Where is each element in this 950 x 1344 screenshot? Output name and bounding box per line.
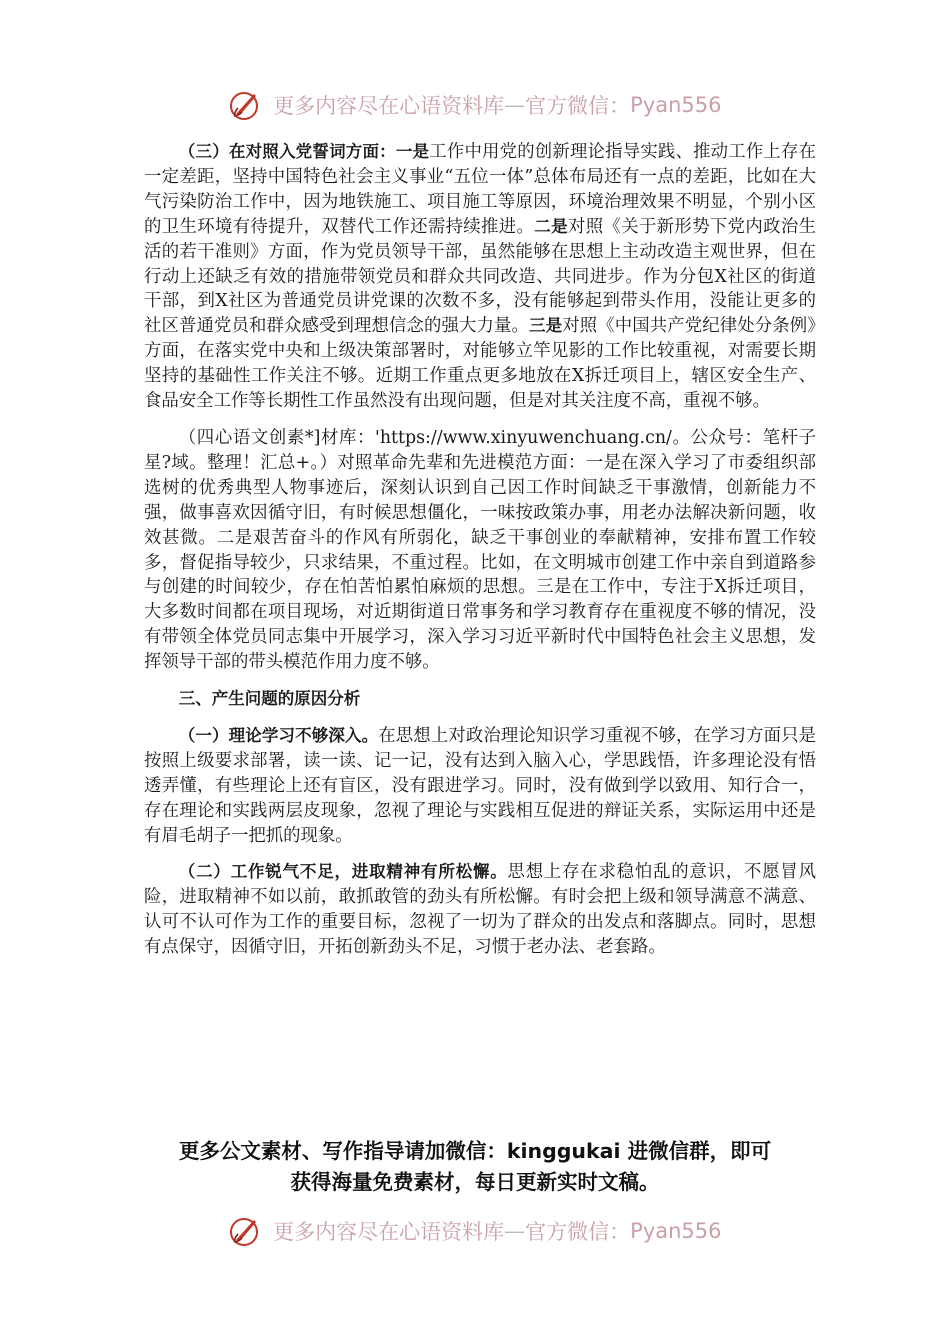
footer-brand-text: 更多内容尽在心语资料库	[273, 1220, 505, 1244]
promo-banner	[0, 1136, 950, 1198]
paragraph-theory	[144, 724, 816, 849]
para3-text: 在思想上对政治理论知识学习重视不够，在学习方面只是按照上级要求部署，读一读、记一记，没有达到入脑入心，学思践悟，许多理论没有悟透弄懂，有些理论上还有盲区，没有跟进学习。同时，没有做到学以致用、知行合一，存在理论和实践两层皮现象，忽视了理论与实践相互促进的辩证关系，实际运用中还是有眉毛胡子一把抓的现象。	[144, 725, 816, 846]
header-separator: —	[504, 93, 526, 117]
header-brand-text: 更多内容尽在心语资料库	[273, 94, 505, 118]
para1-point-two: 二是	[534, 216, 568, 236]
header-official-label: 官方微信：	[525, 94, 631, 118]
para3-heading: （一）理论学习不够深入。	[178, 725, 379, 745]
para1-text-two: 对照《关于新形势下党内政治生活的若干准则》方面，作为党员领导干部，虽然能够在思想上主动改造主观世界，但在行动上还缺乏有效的措施带领党员和群众共同改造、共同进步。作为分包X社区的街道干部，到X社区为普通党员讲党课的次数不多，没有能够起到带头作用，没能让更多的社区普通党员和群众感受到理想信念的强大力量。	[144, 216, 816, 337]
promo-line-2: 获得海量免费素材，每日更新实时文稿。	[290, 1170, 660, 1194]
para1-heading: （三）在对照入党誓词方面：	[178, 142, 396, 161]
header-wechat-id: Pyan556	[630, 93, 722, 117]
page-footer-brand	[0, 1214, 950, 1248]
page-header-brand	[0, 88, 950, 122]
para1-text-one: 工作中用党的创新理论指导实践、推动工作上存在一定差距，坚持中国特色社会主义事业“五位一体”总体布局还有一点的差距，比如在大气污染防治工作中，因为地铁施工、项目施工等原因，环境治理效果不明显，个别小区的卫生环境有待提升，双替代工作还需持续推进。	[144, 142, 816, 237]
para4-text: 思想上存在求稳怕乱的意识，不愿冒风险，进取精神不如以前，敢抓敢管的劲头有所松懈。有时会把上级和领导满意不满意、认可不认可作为工作的重要目标，忽视了一切为了群众的出发点和落脚点。同时，思想有点保守，因循守旧，开拓创新劲头不足，习惯于老办法、老套路。	[144, 862, 816, 958]
paragraph-spirit	[144, 860, 816, 960]
section-heading-text: 三、产生问题的原因分析	[178, 689, 361, 709]
footer-separator: —	[504, 1219, 526, 1243]
section-heading	[144, 687, 816, 712]
quill-logo-icon	[228, 88, 262, 122]
para4-heading: （二）工作锐气不足，进取精神有所松懈。	[178, 862, 508, 882]
para2-text: （四心语文创素*]材库：'https://www.xinyuwenchuang.cn/。公众号：笔杆子星?域。整理！汇总+。）对照革命先辈和先进模范方面：一是在深入学习了市委组织部选树的优秀典型人物事迹后，深刻认识到自己因工作时间缺乏干事激情，创新能力不强，做事喜欢因循守旧，有时候思想僵化，一味按政策办事，用老办法解决新问题，收效甚微。二是艰苦奋斗的作风有所弱化，缺乏干事创业的奉献精神，安排布置工作较多，督促指导较少，只求结果，不重过程。比如，在文明城市创建工作中亲自到道路参与创建的时间较少，存在怕苦怕累怕麻烦的思想。三是在工作中，专注于X拆迁项目，大多数时间都在项目现场，对近期街道日常事务和学习教育存在重视度不够的情况，没有带领全体党员同志集中开展学习，深入学习习近平新时代中国特色社会主义思想，发挥领导干部的带头模范作用力度不够。	[144, 427, 816, 673]
para1-point-one: 一是	[395, 142, 430, 161]
paragraph-oath	[144, 140, 816, 414]
document-body	[144, 140, 816, 960]
footer-wechat-id: Pyan556	[630, 1219, 722, 1243]
paragraph-models	[144, 426, 816, 675]
para1-text-three: 对照《中国共产党纪律处分条例》方面，在落实党中央和上级决策部署时，对能够立竿见影的工作比较重视，对需要长期坚持的基础性工作关注不够。近期工作重点更多地放在X拆迁项目上，辖区安全生产、食品安全工作等长期性工作虽然没有出现问题，但是对其关注度不高，重视不够。	[144, 316, 816, 412]
footer-official-label: 官方微信：	[525, 1220, 631, 1244]
promo-line-1: 更多公文素材、写作指导请加微信：kinggukai 进微信群，即可	[178, 1139, 772, 1163]
quill-logo-icon	[228, 1214, 262, 1248]
para1-point-three: 三是	[529, 316, 563, 336]
